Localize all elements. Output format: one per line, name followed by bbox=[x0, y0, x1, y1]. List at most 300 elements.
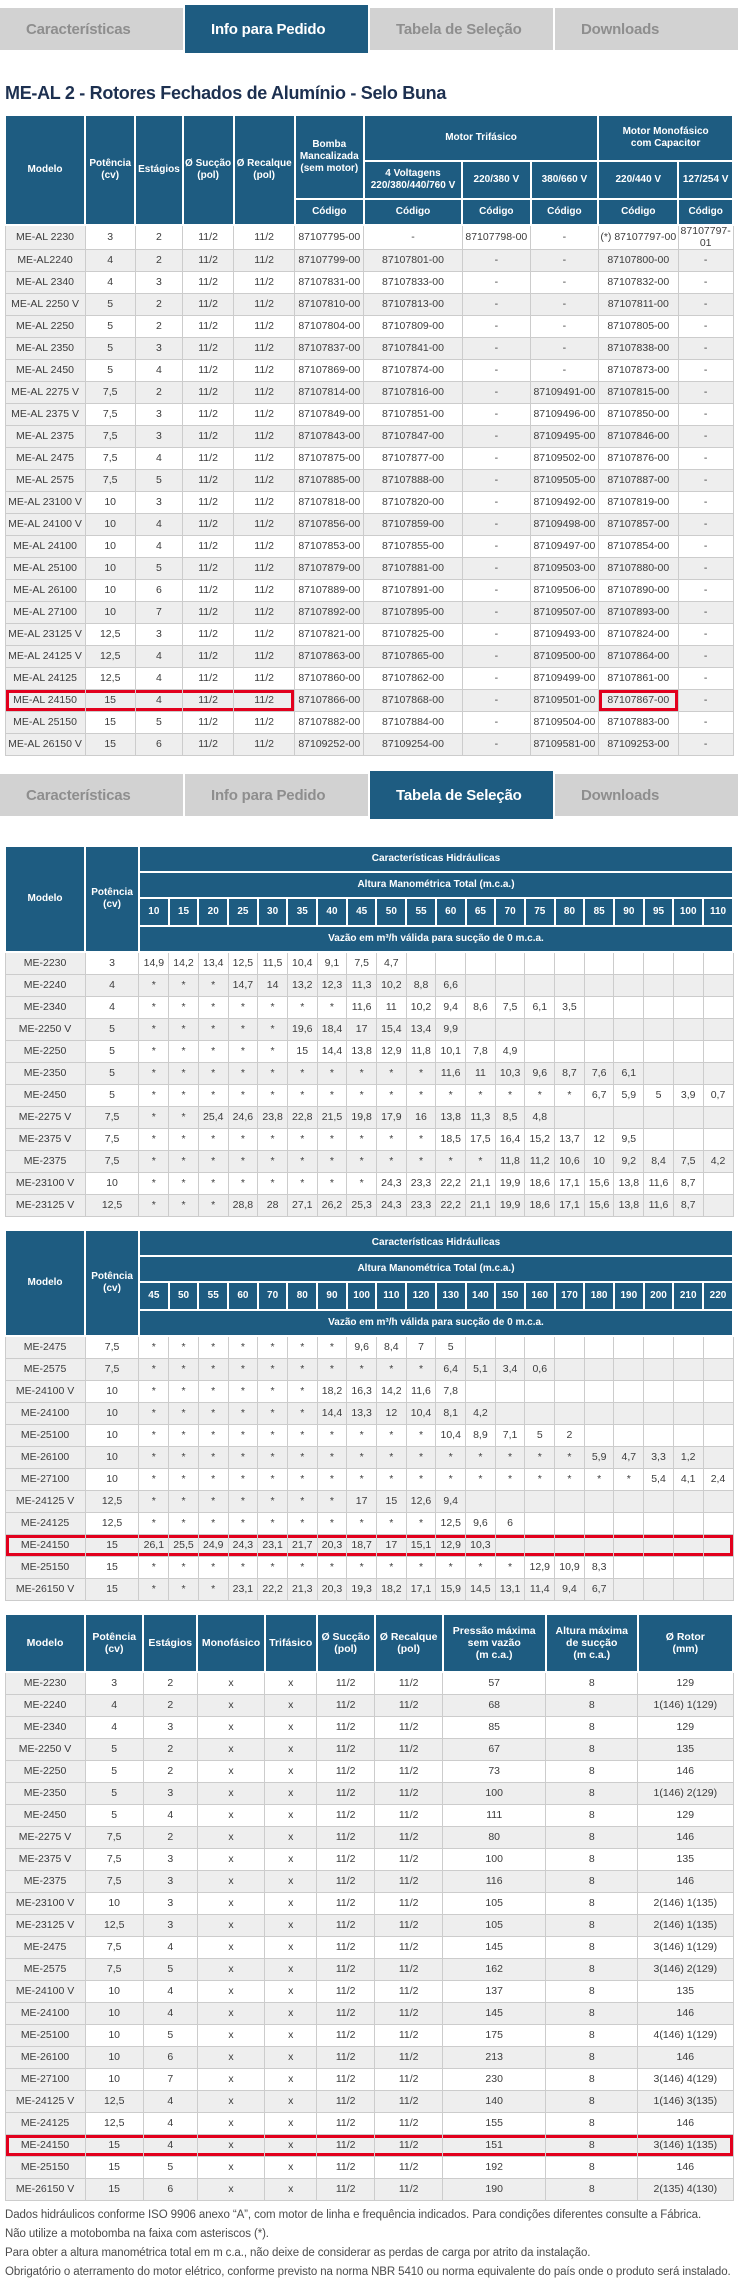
power-cell: 10 bbox=[85, 1403, 139, 1425]
asterisk-cell: * bbox=[198, 1041, 228, 1063]
flow-cell bbox=[525, 1491, 555, 1513]
spec-cell: 8 bbox=[546, 1981, 638, 2003]
flow-cell: 19,6 bbox=[287, 1019, 317, 1041]
flow-cell bbox=[703, 1359, 733, 1381]
flow-cell: 24,3 bbox=[228, 1535, 258, 1557]
model-cell: ME-25100 bbox=[5, 1425, 85, 1447]
flow-cell: 18,2 bbox=[317, 1381, 347, 1403]
flow-cell bbox=[673, 997, 703, 1019]
flow-cell: 23,3 bbox=[406, 1195, 436, 1217]
asterisk-cell: * bbox=[495, 1557, 525, 1579]
asterisk-cell: * bbox=[228, 1129, 258, 1151]
spec-cell: 10 bbox=[85, 2069, 143, 2091]
head-tick-200: 200 bbox=[644, 1282, 674, 1310]
model-cell: ME-2375 V bbox=[5, 1849, 85, 1871]
head-tick-50: 50 bbox=[376, 898, 406, 926]
flow-cell: 15,2 bbox=[525, 1129, 555, 1151]
flow-cell bbox=[644, 1019, 674, 1041]
flow-cell: 26,2 bbox=[317, 1195, 347, 1217]
flow-cell bbox=[703, 1195, 733, 1217]
flow-cell bbox=[673, 1579, 703, 1601]
flow-cell bbox=[525, 1535, 555, 1557]
flow-cell: 22,8 bbox=[287, 1107, 317, 1129]
spec-cell: x bbox=[265, 1937, 317, 1959]
code-cell: 10 bbox=[85, 602, 135, 624]
asterisk-cell: * bbox=[169, 1513, 199, 1535]
spec-cell: x bbox=[197, 1783, 265, 1805]
page-title: ME-AL 2 - Rotores Fechados de Alumínio - Selo Buna bbox=[5, 83, 447, 103]
col-header-220-380-v: 220/380 V bbox=[462, 161, 530, 199]
asterisk-cell: * bbox=[406, 1151, 436, 1173]
spec-cell: 8 bbox=[546, 1959, 638, 1981]
flow-cell: 18,5 bbox=[436, 1129, 466, 1151]
flow-cell: 2 bbox=[555, 1425, 585, 1447]
flow-cell: 11,8 bbox=[406, 1041, 436, 1063]
asterisk-cell: * bbox=[169, 1063, 199, 1085]
flow-cell: 21,7 bbox=[287, 1535, 317, 1557]
code-cell: 87107863-00 bbox=[295, 646, 364, 668]
col-header-codigo: Código bbox=[295, 199, 364, 225]
code-cell: 87107798-00 bbox=[462, 225, 530, 250]
flow-cell bbox=[525, 1403, 555, 1425]
model-cell: ME-AL 26150 V bbox=[5, 734, 85, 756]
flow-cell: 12,9 bbox=[376, 1041, 406, 1063]
spec-cell: 10 bbox=[85, 1893, 143, 1915]
model-cell: ME-AL 2250 bbox=[5, 316, 85, 338]
model-cell: ME-24100 V bbox=[5, 1381, 85, 1403]
spec-cell: 146 bbox=[638, 2113, 733, 2135]
col-header-potencia: Potência (cv) bbox=[85, 1230, 139, 1336]
model-cell: ME-23125 V bbox=[5, 1915, 85, 1937]
flow-cell: 14 bbox=[258, 975, 288, 997]
code-cell: 87107882-00 bbox=[295, 712, 364, 734]
spec-cell: 7 bbox=[143, 2069, 197, 2091]
flow-cell: 27,1 bbox=[287, 1195, 317, 1217]
code-cell: - bbox=[462, 382, 530, 404]
flow-cell: 16,4 bbox=[495, 1129, 525, 1151]
tab-info-para-pedido[interactable]: Info para Pedido bbox=[185, 5, 368, 53]
spec-cell: 116 bbox=[443, 1871, 546, 1893]
code-cell: 87109254-00 bbox=[364, 734, 462, 756]
footnote-1: Dados hidráulicos conforme ISO 9906 anexo “A”, com motor de linha e frequência indicados. Para condições diferentes consulte a Fábrica. bbox=[5, 2209, 702, 2222]
head-tick-180: 180 bbox=[584, 1282, 614, 1310]
asterisk-cell: * bbox=[139, 1491, 169, 1513]
asterisk-cell: * bbox=[139, 975, 169, 997]
footnote-2: Não utilize a motobomba na faixa com asteriscos (*). bbox=[5, 2228, 269, 2241]
flow-cell bbox=[614, 1336, 644, 1359]
code-cell: 87107800-00 bbox=[598, 250, 678, 272]
spec-cell: x bbox=[265, 1959, 317, 1981]
asterisk-cell: * bbox=[406, 1359, 436, 1381]
head-tick-60: 60 bbox=[228, 1282, 258, 1310]
asterisk-cell: * bbox=[198, 997, 228, 1019]
code-cell: - bbox=[462, 690, 530, 712]
code-cell: 4 bbox=[135, 668, 182, 690]
flow-cell bbox=[614, 1579, 644, 1601]
spec-cell: x bbox=[197, 1805, 265, 1827]
code-cell: 4 bbox=[85, 272, 135, 294]
code-cell: - bbox=[531, 250, 599, 272]
table-row bbox=[5, 952, 733, 975]
flow-cell: 12,9 bbox=[436, 1535, 466, 1557]
code-cell: 87107868-00 bbox=[364, 690, 462, 712]
spec-cell: 8 bbox=[546, 1672, 638, 1695]
flow-cell: 21,3 bbox=[287, 1579, 317, 1601]
code-cell: - bbox=[462, 360, 530, 382]
asterisk-cell: * bbox=[169, 1403, 199, 1425]
asterisk-cell: * bbox=[169, 1469, 199, 1491]
spec-cell: 7,5 bbox=[85, 1827, 143, 1849]
asterisk-cell: * bbox=[139, 1151, 169, 1173]
spec-cell: 11/2 bbox=[375, 1981, 443, 2003]
power-cell: 12,5 bbox=[85, 1491, 139, 1513]
col-header-220-440-v: 220/440 V bbox=[598, 161, 678, 199]
asterisk-cell: * bbox=[376, 1425, 406, 1447]
flow-cell bbox=[584, 975, 614, 997]
flow-cell bbox=[673, 952, 703, 975]
code-cell: 87107879-00 bbox=[295, 558, 364, 580]
asterisk-cell: * bbox=[287, 997, 317, 1019]
table-row bbox=[5, 1557, 733, 1579]
asterisk-cell: * bbox=[466, 1469, 496, 1491]
flow-cell: 6 bbox=[495, 1513, 525, 1535]
tab-info-para-pedido[interactable]: Info para Pedido bbox=[185, 774, 368, 816]
flow-cell: 14,2 bbox=[169, 952, 199, 975]
asterisk-cell: * bbox=[139, 1359, 169, 1381]
spec-cell: 11/2 bbox=[375, 1761, 443, 1783]
code-cell: 11/2 bbox=[183, 536, 234, 558]
flow-cell: 11,4 bbox=[525, 1579, 555, 1601]
flow-cell: 9,6 bbox=[525, 1063, 555, 1085]
flow-cell bbox=[495, 1019, 525, 1041]
flow-cell: 21,1 bbox=[466, 1173, 496, 1195]
spec-cell: 7,5 bbox=[85, 1871, 143, 1893]
spec-cell: 4 bbox=[143, 2135, 197, 2157]
asterisk-cell: * bbox=[287, 1129, 317, 1151]
spec-cell: 1(146) 2(129) bbox=[638, 1783, 733, 1805]
flow-cell: 8,8 bbox=[406, 975, 436, 997]
asterisk-cell: * bbox=[228, 1403, 258, 1425]
asterisk-cell: * bbox=[347, 1447, 377, 1469]
spec-cell: 8 bbox=[546, 1871, 638, 1893]
table-row bbox=[5, 1085, 733, 1107]
flow-cell bbox=[673, 1129, 703, 1151]
table-row bbox=[5, 1129, 733, 1151]
flow-cell bbox=[644, 1557, 674, 1579]
head-tick-20: 20 bbox=[198, 898, 228, 926]
asterisk-cell: * bbox=[228, 1557, 258, 1579]
asterisk-cell: * bbox=[228, 1425, 258, 1447]
spec-cell: 3(146) 1(135) bbox=[638, 2135, 733, 2157]
code-cell: - bbox=[364, 225, 462, 250]
code-cell: 87107869-00 bbox=[295, 360, 364, 382]
spec-cell: 4 bbox=[143, 1937, 197, 1959]
power-cell: 7,5 bbox=[85, 1129, 139, 1151]
model-cell: ME-2450 bbox=[5, 1805, 85, 1827]
code-cell: 11/2 bbox=[183, 225, 234, 250]
flow-cell bbox=[703, 1579, 733, 1601]
spec-cell: 129 bbox=[638, 1805, 733, 1827]
table-row bbox=[5, 1063, 733, 1085]
flow-cell: 15,9 bbox=[436, 1579, 466, 1601]
code-cell: 87107843-00 bbox=[295, 426, 364, 448]
asterisk-cell: * bbox=[228, 997, 258, 1019]
code-cell: 87107833-00 bbox=[364, 272, 462, 294]
code-cell: 10 bbox=[85, 492, 135, 514]
flow-cell: 6,7 bbox=[584, 1085, 614, 1107]
col-header-380-660-v: 380/660 V bbox=[531, 161, 599, 199]
code-cell: 87107847-00 bbox=[364, 426, 462, 448]
spec-cell: 85 bbox=[443, 1717, 546, 1739]
tab-tabela-de-selecao[interactable]: Tabela de Seleção bbox=[370, 771, 553, 819]
spec-cell: 2 bbox=[143, 1739, 197, 1761]
spec-cell: 1(146) 1(129) bbox=[638, 1695, 733, 1717]
spec-cell: 146 bbox=[638, 2157, 733, 2179]
spec-cell: 162 bbox=[443, 1959, 546, 1981]
code-cell: 87107809-00 bbox=[364, 316, 462, 338]
flow-cell bbox=[644, 1336, 674, 1359]
flow-cell bbox=[495, 952, 525, 975]
flow-cell: 8,4 bbox=[644, 1151, 674, 1173]
power-cell: 15 bbox=[85, 1535, 139, 1557]
spec-cell: 3 bbox=[143, 1893, 197, 1915]
flow-cell: 0,7 bbox=[703, 1085, 733, 1107]
flow-cell: 10,6 bbox=[555, 1151, 585, 1173]
spec-cell: x bbox=[197, 2179, 265, 2201]
asterisk-cell: * bbox=[555, 1469, 585, 1491]
asterisk-cell: * bbox=[347, 1129, 377, 1151]
asterisk-cell: * bbox=[169, 975, 199, 997]
spec-cell: x bbox=[197, 1937, 265, 1959]
flow-cell: 17,9 bbox=[376, 1107, 406, 1129]
code-cell: 4 bbox=[135, 690, 182, 712]
code-cell: 11/2 bbox=[183, 426, 234, 448]
flow-cell: 9,4 bbox=[436, 1491, 466, 1513]
model-cell: ME-23125 V bbox=[5, 1195, 85, 1217]
code-cell: 87107815-00 bbox=[598, 382, 678, 404]
flow-cell bbox=[644, 1129, 674, 1151]
flow-cell: 23,8 bbox=[258, 1107, 288, 1129]
code-cell: - bbox=[462, 338, 530, 360]
model-cell: ME-26100 bbox=[5, 2047, 85, 2069]
code-cell: - bbox=[531, 338, 599, 360]
asterisk-cell: * bbox=[198, 1173, 228, 1195]
head-tick-25: 25 bbox=[228, 898, 258, 926]
tab-downloads[interactable]: Downloads bbox=[555, 8, 738, 50]
model-cell: ME-2275 V bbox=[5, 1107, 85, 1129]
asterisk-cell: * bbox=[406, 1469, 436, 1491]
code-cell: - bbox=[678, 514, 733, 536]
asterisk-cell: * bbox=[584, 1469, 614, 1491]
code-cell: 11/2 bbox=[234, 426, 295, 448]
tab-caracteristicas[interactable]: Características bbox=[0, 8, 183, 50]
spec-cell: 6 bbox=[143, 2179, 197, 2201]
asterisk-cell: * bbox=[376, 1151, 406, 1173]
model-cell: ME-2240 bbox=[5, 1695, 85, 1717]
asterisk-cell: * bbox=[376, 1557, 406, 1579]
footnote-4: Obrigatório o aterramento do motor elétrico, conforme previsto na norma NBR 5410 ou norma equivalente do país onde o produto será instalado. bbox=[5, 2266, 731, 2279]
asterisk-cell: * bbox=[169, 1425, 199, 1447]
head-tick-100: 100 bbox=[673, 898, 703, 926]
code-cell: - bbox=[462, 602, 530, 624]
table-row bbox=[5, 1937, 733, 1959]
asterisk-cell: * bbox=[139, 1336, 169, 1359]
flow-cell bbox=[525, 1019, 555, 1041]
spec-cell: 12,5 bbox=[85, 2113, 143, 2135]
spec-cell: x bbox=[265, 2113, 317, 2135]
flow-cell: 20,3 bbox=[317, 1579, 347, 1601]
flow-cell bbox=[555, 1381, 585, 1403]
asterisk-cell: * bbox=[169, 1129, 199, 1151]
head-tick-30: 30 bbox=[258, 898, 288, 926]
flow-cell: 10,3 bbox=[466, 1535, 496, 1557]
asterisk-cell: * bbox=[317, 997, 347, 1019]
asterisk-cell: * bbox=[198, 1195, 228, 1217]
flow-cell: 13,2 bbox=[287, 975, 317, 997]
table-row bbox=[5, 2157, 733, 2179]
table-row bbox=[5, 382, 733, 404]
spec-cell: 5 bbox=[85, 1761, 143, 1783]
table-row bbox=[5, 514, 733, 536]
head-tick-170: 170 bbox=[555, 1282, 585, 1310]
code-cell: 87107841-00 bbox=[364, 338, 462, 360]
spec-cell: 129 bbox=[638, 1672, 733, 1695]
asterisk-cell: * bbox=[258, 1041, 288, 1063]
spec-cell: x bbox=[265, 1871, 317, 1893]
code-cell: - bbox=[678, 250, 733, 272]
code-cell: 87107850-00 bbox=[598, 404, 678, 426]
group-header-motor-trifasico: Motor Trifásico bbox=[364, 115, 598, 161]
code-cell: 87107862-00 bbox=[364, 668, 462, 690]
asterisk-cell: * bbox=[169, 1173, 199, 1195]
table-row bbox=[5, 690, 733, 712]
code-cell: 87107881-00 bbox=[364, 558, 462, 580]
asterisk-cell: * bbox=[347, 1469, 377, 1491]
flow-cell: 9,2 bbox=[614, 1151, 644, 1173]
spec-cell: x bbox=[265, 2091, 317, 2113]
code-cell: - bbox=[678, 316, 733, 338]
flow-cell: 18,7 bbox=[347, 1535, 377, 1557]
flow-cell bbox=[614, 1557, 644, 1579]
power-cell: 12,5 bbox=[85, 1195, 139, 1217]
flow-cell: 9,9 bbox=[436, 1019, 466, 1041]
code-cell: 87107887-00 bbox=[598, 470, 678, 492]
flow-cell: 11 bbox=[376, 997, 406, 1019]
flow-cell bbox=[673, 1041, 703, 1063]
flow-cell: 13,4 bbox=[198, 952, 228, 975]
flow-cell bbox=[703, 1173, 733, 1195]
col-header-potencia: Potência (cv) bbox=[85, 846, 139, 952]
spec-cell: 11/2 bbox=[317, 1981, 375, 2003]
flow-cell: 15 bbox=[376, 1491, 406, 1513]
code-cell: 4 bbox=[135, 448, 182, 470]
flow-cell: 8,7 bbox=[555, 1063, 585, 1085]
code-cell: 11/2 bbox=[234, 382, 295, 404]
flow-cell: 7,5 bbox=[673, 1151, 703, 1173]
code-cell: 11/2 bbox=[234, 514, 295, 536]
code-cell: 11/2 bbox=[183, 316, 234, 338]
head-tick-45: 45 bbox=[347, 898, 377, 926]
asterisk-cell: * bbox=[376, 1447, 406, 1469]
spec-cell: x bbox=[197, 1871, 265, 1893]
flow-cell: 2,4 bbox=[703, 1469, 733, 1491]
code-cell: 87107816-00 bbox=[364, 382, 462, 404]
flow-cell bbox=[614, 1381, 644, 1403]
col-header-codigo: Código bbox=[531, 199, 599, 225]
code-cell: 87107856-00 bbox=[295, 514, 364, 536]
table-row bbox=[5, 1019, 733, 1041]
spec-cell: 11/2 bbox=[375, 1695, 443, 1717]
tab-tabela-de-selecao[interactable]: Tabela de Seleção bbox=[370, 8, 553, 50]
table-row bbox=[5, 1981, 733, 2003]
code-cell: 7,5 bbox=[85, 470, 135, 492]
spec-cell: 10 bbox=[85, 2047, 143, 2069]
table-row bbox=[5, 1195, 733, 1217]
code-cell: 87107824-00 bbox=[598, 624, 678, 646]
head-tick-10: 10 bbox=[139, 898, 169, 926]
spec-cell: 7,5 bbox=[85, 1959, 143, 1981]
flow-cell bbox=[495, 975, 525, 997]
flow-cell: 5 bbox=[436, 1336, 466, 1359]
flow-cell: 11,3 bbox=[347, 975, 377, 997]
flow-cell bbox=[703, 975, 733, 997]
spec-cell: 3(146) 1(129) bbox=[638, 1937, 733, 1959]
code-cell: 4 bbox=[135, 646, 182, 668]
group-header-caracteristicas-hidraulicas: Características Hidráulicas bbox=[139, 1230, 733, 1256]
spec-cell: 68 bbox=[443, 1695, 546, 1717]
model-cell: ME-AL 24100 bbox=[5, 536, 85, 558]
asterisk-cell: * bbox=[169, 1579, 199, 1601]
power-cell: 3 bbox=[85, 952, 139, 975]
asterisk-cell: * bbox=[317, 1425, 347, 1447]
spec-cell: x bbox=[265, 2047, 317, 2069]
flow-cell: 8,9 bbox=[466, 1425, 496, 1447]
asterisk-cell: * bbox=[198, 1579, 228, 1601]
asterisk-cell: * bbox=[228, 1151, 258, 1173]
code-cell: 7 bbox=[135, 602, 182, 624]
col-header-estagios: Estágios bbox=[135, 115, 182, 225]
tab-caracteristicas[interactable]: Características bbox=[0, 774, 183, 816]
flow-cell bbox=[703, 997, 733, 1019]
spec-cell: x bbox=[265, 1893, 317, 1915]
col-header--succao-pol-: Ø Sucção (pol) bbox=[183, 115, 234, 225]
power-cell: 5 bbox=[85, 1019, 139, 1041]
model-cell: ME-24100 bbox=[5, 1403, 85, 1425]
flow-cell: 9,1 bbox=[317, 952, 347, 975]
code-cell: 87107837-00 bbox=[295, 338, 364, 360]
code-cell: 11/2 bbox=[183, 492, 234, 514]
spec-cell: x bbox=[197, 2113, 265, 2135]
code-cell: 87107805-00 bbox=[598, 316, 678, 338]
code-cell: 5 bbox=[135, 470, 182, 492]
flow-cell bbox=[614, 1041, 644, 1063]
code-cell: - bbox=[678, 338, 733, 360]
table-row bbox=[5, 1579, 733, 1601]
tab-downloads[interactable]: Downloads bbox=[555, 774, 738, 816]
spec-cell: 7,5 bbox=[85, 1849, 143, 1871]
flow-cell bbox=[703, 1063, 733, 1085]
spec-cell: 15 bbox=[85, 2135, 143, 2157]
table-row bbox=[5, 1336, 733, 1359]
asterisk-cell: * bbox=[228, 1381, 258, 1403]
table-row bbox=[5, 1491, 733, 1513]
model-cell: ME-AL 2375 V bbox=[5, 404, 85, 426]
flow-cell: 8,7 bbox=[673, 1195, 703, 1217]
spec-cell: 8 bbox=[546, 1717, 638, 1739]
spec-cell: 8 bbox=[546, 2025, 638, 2047]
flow-cell bbox=[673, 1557, 703, 1579]
flow-cell bbox=[614, 1425, 644, 1447]
